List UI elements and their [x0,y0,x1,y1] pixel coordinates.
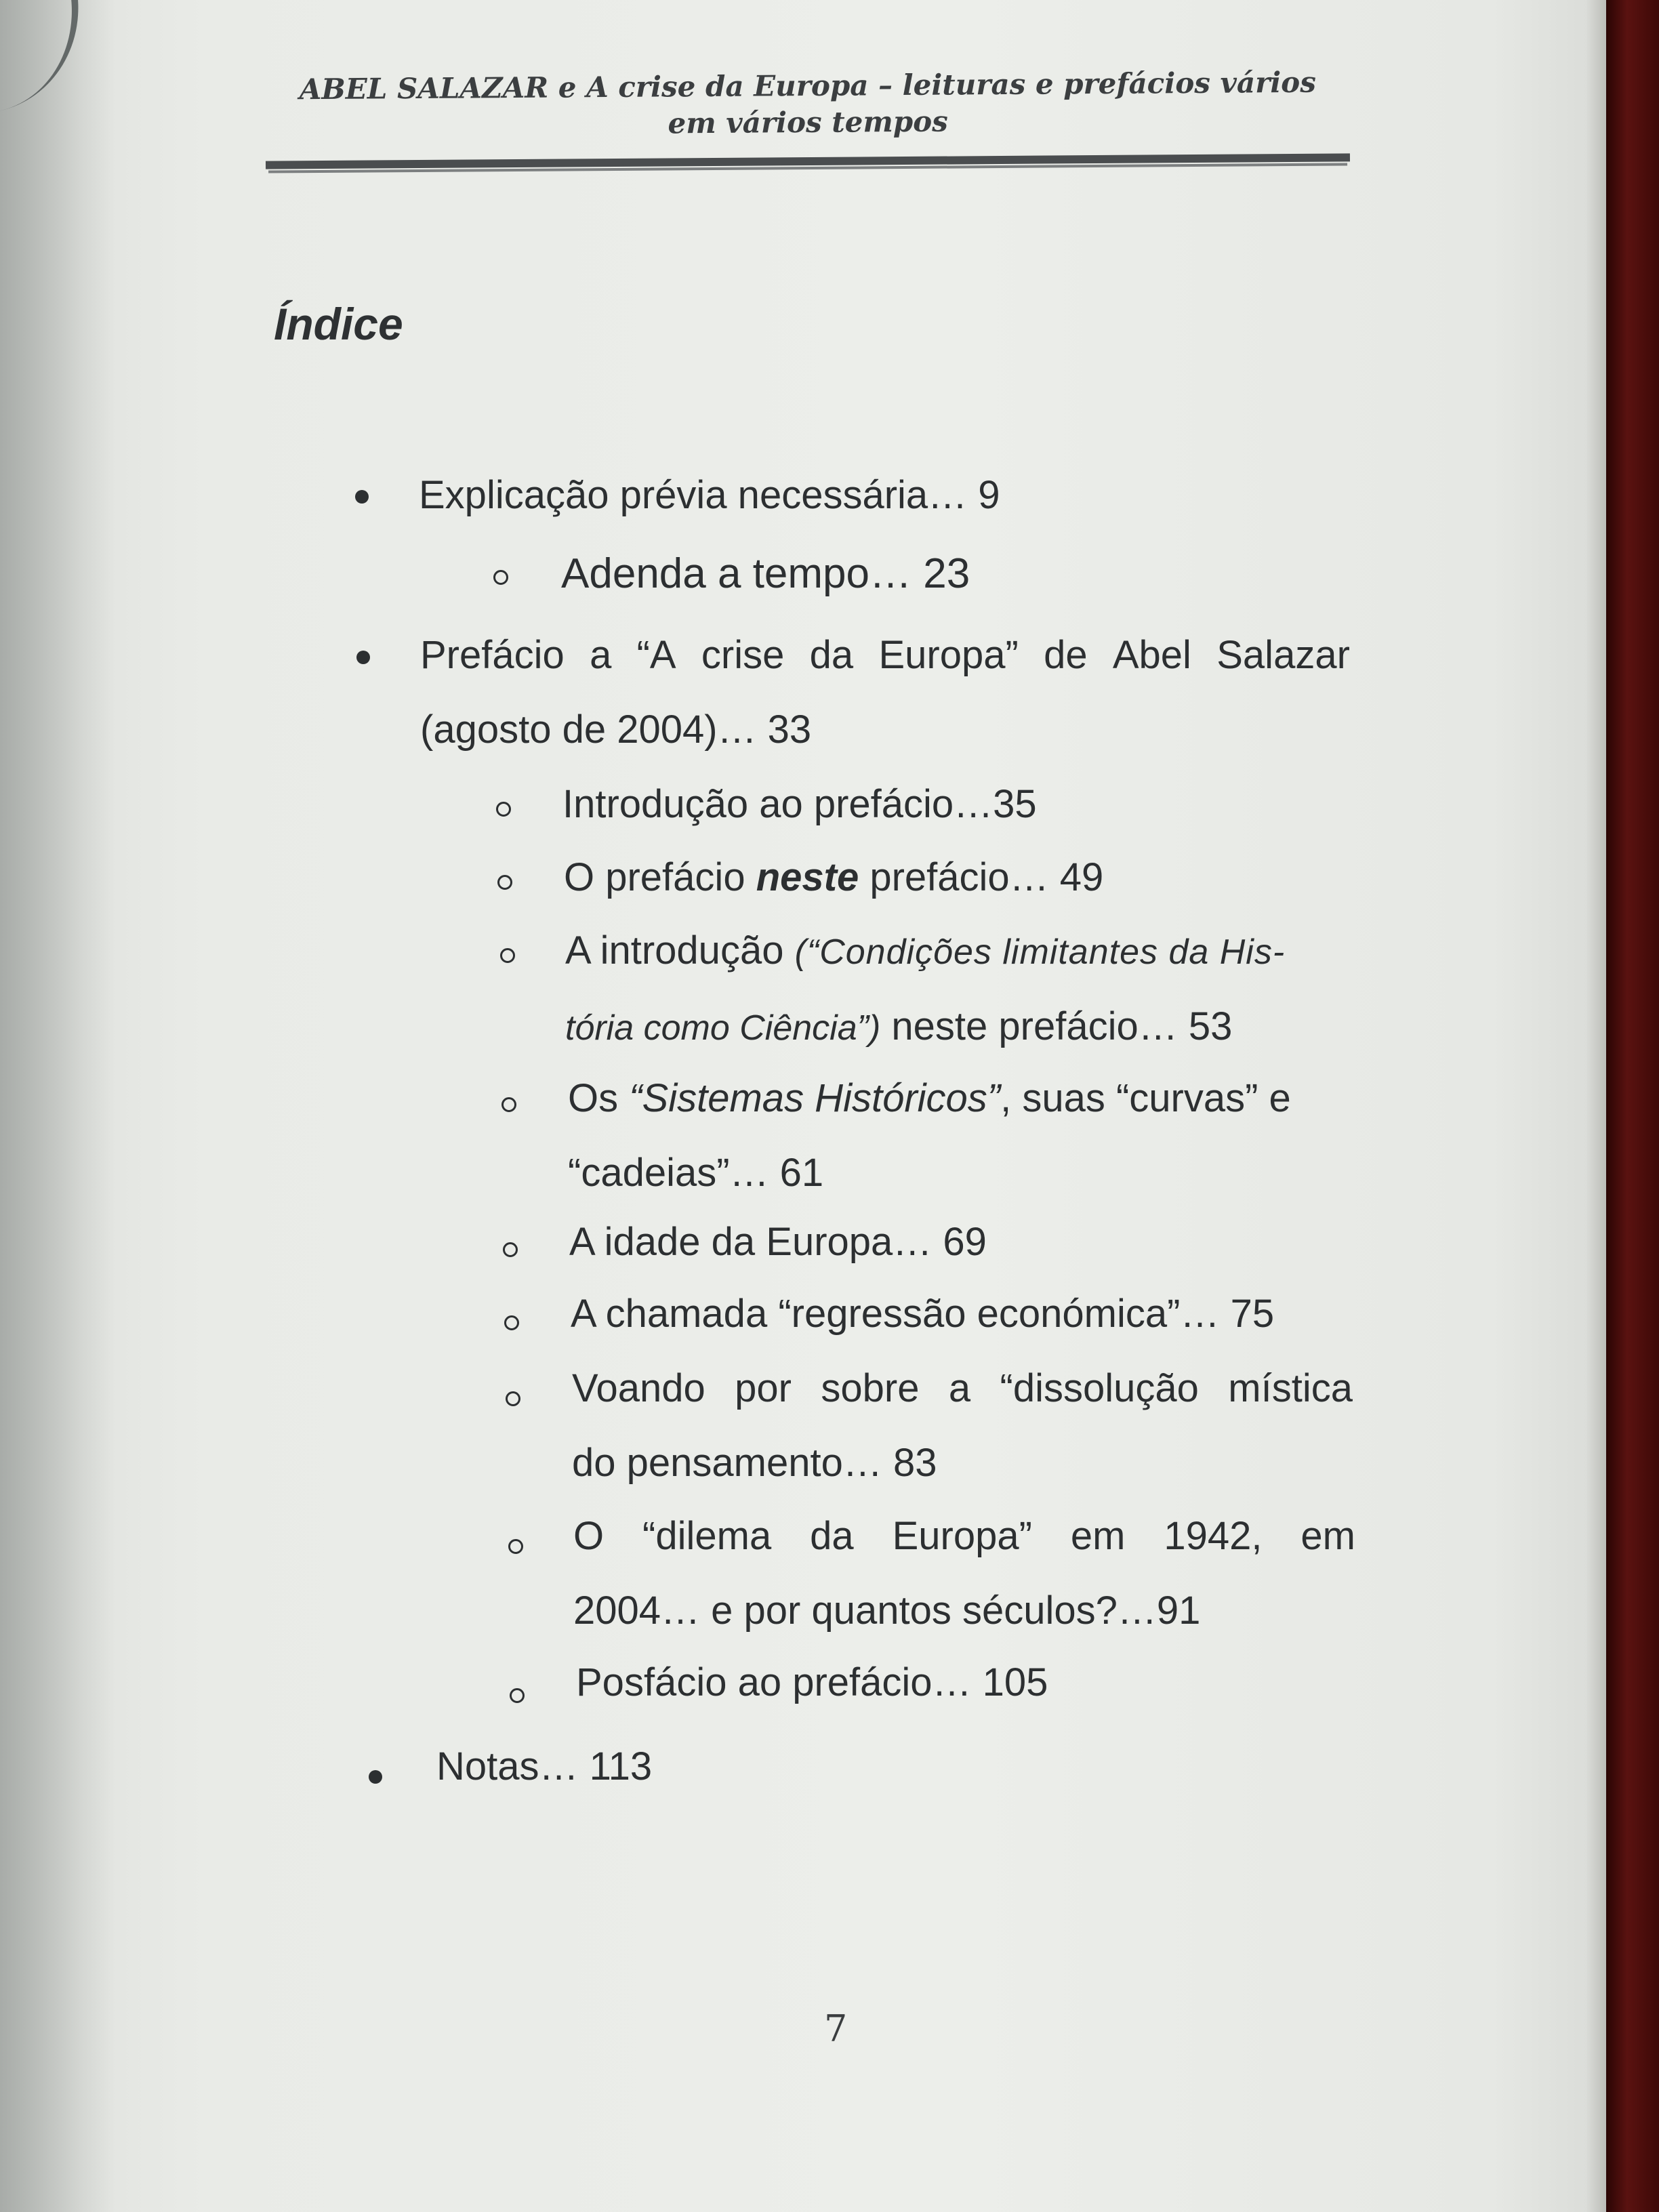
toc-entry-text: Explicação prévia necessária… 9 [419,473,1000,517]
toc-entry-sistemas [568,1061,1291,1210]
word: Salazar [1216,633,1350,677]
text-run: O prefácio [564,855,756,899]
word: 1942, [1164,1514,1263,1558]
toc-entry-line-1 [565,914,1351,989]
toc-entry-line-1 [568,1061,1291,1136]
bullet-icon [369,1770,382,1784]
toc-entry-dilema [573,1499,1355,1648]
emphasis-text: neste [756,855,859,899]
toc-entry-text: Introdução ao prefácio…35 [562,782,1037,826]
word: Europa” [878,633,1019,677]
toc-entry-line-2: 2004… e por quantos séculos?…91 [573,1589,1201,1633]
toc-entry-line-1 [573,1499,1355,1574]
word: “A [636,633,676,677]
toc-entry-text: A idade da Europa… 69 [569,1220,987,1264]
toc-entry-regressao [571,1277,1274,1351]
toc-entry-line-1 [420,618,1350,693]
word: O [573,1514,605,1558]
circle-bullet-icon [503,1242,518,1257]
word: Europa” [892,1514,1032,1558]
toc-entry-text: Notas… 113 [436,1744,653,1788]
text-run: prefácio… 49 [859,855,1104,899]
word: da [810,1514,854,1558]
toc-entry-adenda [561,537,970,611]
word: Prefácio [420,633,565,677]
word: a [590,633,612,677]
toc-entry-text: Posfácio ao prefácio… 105 [576,1660,1048,1704]
toc-entry-introducao-prefacio [562,767,1037,842]
circle-bullet-icon [510,1688,525,1703]
circle-bullet-icon [501,1097,516,1112]
toc-entry-text [564,840,1103,915]
text-run: A introdução [565,928,795,972]
word: mística [1228,1366,1353,1410]
toc-entry-line-2: (agosto de 2004)… 33 [420,708,812,752]
word: sobre [821,1366,920,1410]
toc-entry-text: A chamada “regressão económica”… 75 [571,1292,1275,1336]
word: a [948,1366,971,1410]
text-run: Os [568,1076,630,1120]
running-header-line-1: ABEL SALAZAR e A crise da Europa – leituras e prefácios vários [299,65,1317,106]
text-run: , suas “curvas” e [1000,1076,1291,1120]
circle-bullet-icon [493,570,508,585]
word: Voando [572,1366,705,1410]
toc-entry-line-1 [572,1351,1353,1426]
word: crise [701,633,785,677]
word: em [1070,1514,1126,1558]
italic-text: “Sistemas Históricos” [629,1076,1001,1120]
word: “dissolução [1000,1366,1199,1410]
index-title: Índice [274,299,403,349]
toc-entry-notas [436,1729,652,1804]
toc-entry-text: Adenda a tempo… 23 [561,550,970,597]
circle-bullet-icon [500,948,515,963]
running-header-line-2: em vários tempos [668,104,949,140]
circle-bullet-icon [496,802,511,817]
word: de [1044,633,1088,677]
text-run: neste prefácio… 53 [880,1004,1233,1048]
circle-bullet-icon [497,875,512,890]
circle-bullet-icon [508,1539,523,1554]
toc-entry-idade [569,1205,987,1279]
bullet-icon [355,490,369,504]
toc-entry-prefacio-neste [564,840,1103,915]
toc-entry-line-2 [565,989,1351,1065]
toc-entry-line-2: do pensamento… 83 [572,1441,937,1485]
word: em [1300,1514,1355,1558]
word: “dilema [642,1514,772,1558]
word: Abel [1112,633,1191,677]
word: da [809,633,854,677]
page-number: 7 [824,2007,848,2050]
circle-bullet-icon [504,1315,519,1330]
toc-entry-prefacio [420,618,1350,767]
toc-entry-voando [572,1351,1353,1500]
circle-bullet-icon [506,1391,520,1406]
italic-text: (“Condições limitantes da His- [794,933,1286,972]
bullet-icon [356,651,370,664]
italic-text: tória como Ciência”) [565,1008,881,1048]
toc-entry-a-introducao [565,914,1351,1065]
toc-entry-line-2: “cadeias”… 61 [568,1151,824,1195]
toc-entry-explicacao [419,458,1000,533]
word: por [735,1366,792,1410]
toc-entry-posfacio [576,1645,1048,1720]
